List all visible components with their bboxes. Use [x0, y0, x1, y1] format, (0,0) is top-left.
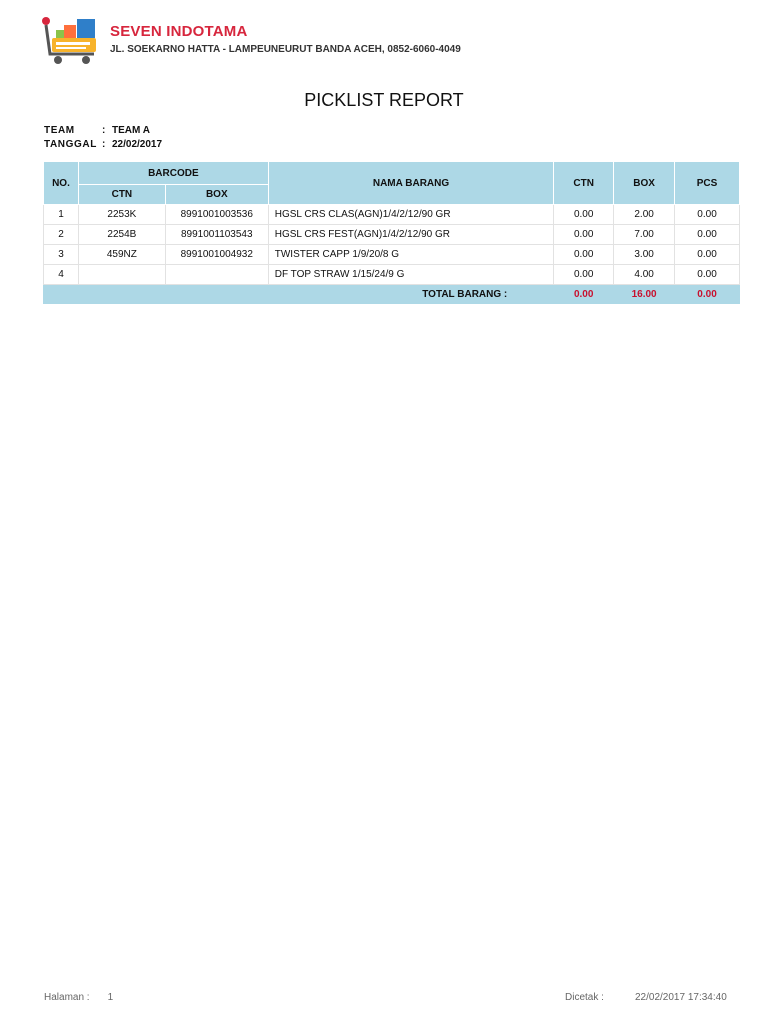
table-row: [44, 205, 740, 225]
total-label: TOTAL BARANG :: [44, 285, 554, 304]
row-no: 3: [44, 245, 79, 265]
date-label: TANGGAL: [44, 139, 97, 150]
row-barcode-ctn: [78, 265, 165, 285]
row-box: 3.00: [614, 245, 675, 265]
footer-page: [44, 992, 113, 1003]
row-item-name: HGSL CRS CLAS(AGN)1/4/2/12/90 GR: [268, 205, 554, 225]
row-barcode-box: 8991001003536: [165, 205, 268, 225]
row-pcs: 0.00: [675, 265, 740, 285]
picklist-table: [43, 161, 740, 304]
header-box: BOX: [614, 162, 675, 205]
printed-datetime: 22/02/2017 17:34:40: [635, 992, 727, 1003]
row-barcode-ctn: 2253K: [78, 205, 165, 225]
row-item-name: HGSL CRS FEST(AGN)1/4/2/12/90 GR: [268, 225, 554, 245]
row-box: 7.00: [614, 225, 675, 245]
row-barcode-box: 8991001103543: [165, 225, 268, 245]
page-number: 1: [107, 992, 114, 1003]
total-pcs: 0.00: [675, 285, 740, 304]
row-no: 1: [44, 205, 79, 225]
date-colon: :: [102, 139, 106, 150]
team-label: TEAM: [44, 125, 75, 136]
header-item-name: NAMA BARANG: [268, 162, 554, 205]
row-barcode-box: 8991001004932: [165, 245, 268, 265]
report-meta: [44, 124, 162, 152]
date-row: [44, 138, 162, 152]
header-ctn: CTN: [554, 162, 614, 205]
report-title: PICKLIST REPORT: [304, 90, 464, 110]
row-barcode-ctn: 2254B: [78, 225, 165, 245]
row-box: 4.00: [614, 265, 675, 285]
team-value: TEAM A: [112, 125, 150, 136]
table-row: [44, 225, 740, 245]
report-header: [40, 16, 740, 68]
team-colon: :: [102, 125, 106, 136]
row-no: 4: [44, 265, 79, 285]
row-ctn: 0.00: [554, 205, 614, 225]
table-row: [44, 265, 740, 285]
row-pcs: 0.00: [675, 205, 740, 225]
row-no: 2: [44, 225, 79, 245]
row-barcode-box: [165, 265, 268, 285]
total-box: 16.00: [614, 285, 675, 304]
row-item-name: TWISTER CAPP 1/9/20/8 G: [268, 245, 554, 265]
row-pcs: 0.00: [675, 225, 740, 245]
printed-label: Dicetak :: [565, 992, 604, 1003]
page-label: Halaman :: [44, 992, 90, 1003]
company-name: SEVEN INDOTAMA: [110, 23, 248, 40]
row-barcode-ctn: 459NZ: [78, 245, 165, 265]
total-row: [44, 285, 740, 304]
header-pcs: PCS: [675, 162, 740, 205]
team-row: [44, 124, 162, 138]
footer-printed: [565, 992, 727, 1003]
header-barcode-ctn: CTN: [78, 185, 165, 205]
company-address: JL. SOEKARNO HATTA - LAMPEUNEURUT BANDA ACEH, 0852-6060-4049: [110, 44, 461, 55]
row-ctn: 0.00: [554, 245, 614, 265]
row-box: 2.00: [614, 205, 675, 225]
row-pcs: 0.00: [675, 245, 740, 265]
total-ctn: 0.00: [554, 285, 614, 304]
header-barcode-box: BOX: [165, 185, 268, 205]
shopping-cart-icon: [40, 16, 100, 66]
date-value: 22/02/2017: [112, 139, 163, 150]
header-barcode: BARCODE: [78, 162, 268, 185]
row-item-name: DF TOP STRAW 1/15/24/9 G: [268, 265, 554, 285]
header-no: NO.: [44, 162, 79, 205]
table-row: [44, 245, 740, 265]
row-ctn: 0.00: [554, 225, 614, 245]
row-ctn: 0.00: [554, 265, 614, 285]
